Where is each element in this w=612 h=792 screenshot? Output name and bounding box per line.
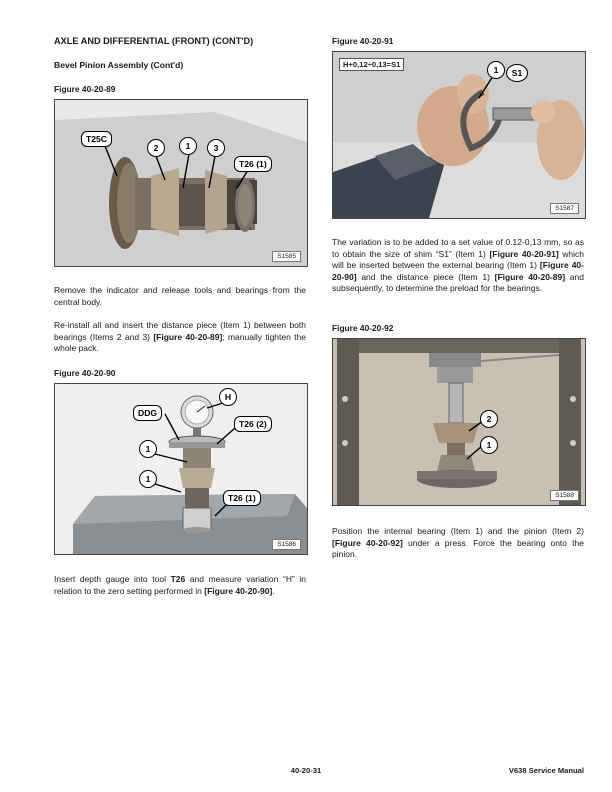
para5-a: Position the internal bearing (Item 1) and the pinion (Item 2) bbox=[332, 526, 584, 536]
paragraph-variation bbox=[332, 237, 584, 295]
page-number: 40-20-31 bbox=[290, 766, 322, 775]
paragraph-reinstall bbox=[54, 320, 306, 355]
para3-c: . bbox=[272, 585, 275, 596]
callout-item-2: 2 bbox=[480, 410, 498, 428]
para3-tool: T26 bbox=[170, 574, 186, 584]
paragraph-remove-indicator: Remove the indicator and release tools and bearings from the central body. bbox=[54, 285, 306, 307]
manual-title: V638 Service Manual bbox=[508, 766, 584, 775]
callout-item-3: 3 bbox=[207, 139, 225, 157]
paragraph-position-bearing bbox=[332, 526, 584, 561]
callout-t26-1: T26 (1) bbox=[234, 156, 272, 172]
figure-90-code: S1586 bbox=[272, 539, 301, 550]
callout-item-2: 2 bbox=[147, 139, 165, 157]
figure-90-photo bbox=[55, 384, 307, 554]
callout-item-1: 1 bbox=[487, 61, 505, 79]
figure-92-code: S1588 bbox=[550, 490, 579, 501]
para4-figure-ref-89[interactable]: [Figure 40-20-89] bbox=[494, 271, 566, 282]
figure-90-label: Figure 40-20-90 bbox=[54, 368, 116, 378]
para4-d: and subsequently, to determine the preload for the bearings. bbox=[332, 271, 584, 294]
para3-b: and measure variation “H” in relation to the zero setting performed in bbox=[54, 574, 306, 596]
callout-t26-2: T26 (2) bbox=[234, 416, 272, 432]
figure-89-label: Figure 40-20-89 bbox=[54, 84, 116, 94]
para5-figure-ref[interactable]: [Figure 40-20-92] bbox=[332, 537, 403, 548]
section-title: AXLE AND DIFFERENTIAL (FRONT) (CONT'D) bbox=[54, 36, 254, 46]
callout-t25c: T25C bbox=[81, 131, 112, 147]
para2-text: Re-install all and insert the distance piece (Item 1) between both bearings (Items 2 and 3) bbox=[54, 320, 306, 342]
figure-91-code: S1587 bbox=[550, 203, 579, 214]
formula-box: H+0,12÷0,13=S1 bbox=[339, 58, 404, 71]
figure-92-photo bbox=[333, 339, 585, 505]
figure-92-image bbox=[332, 338, 586, 506]
callout-item-1: 1 bbox=[179, 137, 197, 155]
para3-figure-ref[interactable]: [Figure 40-20-90] bbox=[204, 585, 273, 596]
para4-figure-ref-90[interactable]: [Figure 40-20-90] bbox=[332, 260, 584, 282]
figure-91-image bbox=[332, 51, 586, 219]
subsection-title: Bevel Pinion Assembly (Cont'd) bbox=[54, 60, 184, 70]
para4-c: and the distance piece (Item 1) bbox=[356, 271, 495, 282]
callout-h: H bbox=[219, 388, 237, 406]
para2-figure-ref[interactable]: [Figure 40-20-89] bbox=[153, 331, 223, 342]
callout-ddg: DDG bbox=[133, 405, 162, 421]
callout-t26-1: T26 (1) bbox=[223, 490, 261, 506]
callout-item-1: 1 bbox=[480, 436, 498, 454]
figure-89-photo bbox=[55, 100, 307, 266]
figure-91-photo bbox=[333, 52, 585, 218]
paragraph-insert-depth-gauge bbox=[54, 574, 306, 597]
figure-92-label: Figure 40-20-92 bbox=[332, 323, 394, 333]
callout-item-1-lower: 1 bbox=[139, 470, 157, 488]
para3-a: Insert depth gauge into tool bbox=[54, 574, 171, 584]
para4-figure-ref-91[interactable]: [Figure 40-20-91] bbox=[489, 248, 559, 259]
callout-item-1-upper: 1 bbox=[139, 440, 157, 458]
figure-91-label: Figure 40-20-91 bbox=[332, 36, 394, 46]
figure-89-image bbox=[54, 99, 308, 267]
para5-b: under a press. Force the bearing onto the pinion. bbox=[332, 537, 584, 560]
figure-89-code: S1585 bbox=[272, 251, 301, 262]
para2-tail: ; manually tighten the whole pack. bbox=[54, 331, 306, 354]
figure-90-image bbox=[54, 383, 308, 555]
callout-s1: S1 bbox=[506, 64, 528, 82]
para4-a: The variation is to be added to a set value of 0.12-0,13 mm, so as to obtain the size of shim “S1” (Item 1) bbox=[332, 237, 584, 259]
para4-b: which will be inserted between the external bearing (Item 1) bbox=[332, 248, 585, 271]
